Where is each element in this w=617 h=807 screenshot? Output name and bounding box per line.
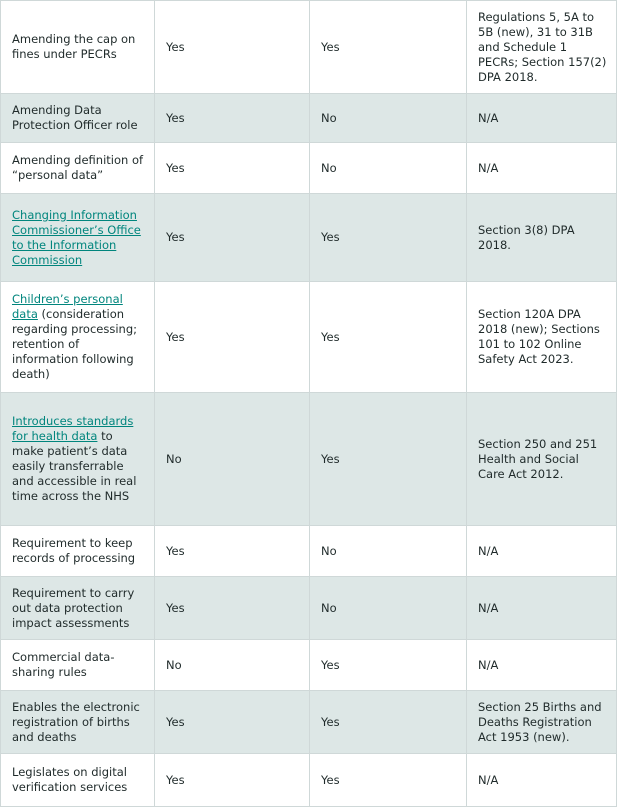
measure-cell — [1, 577, 155, 640]
measure-cell — [1, 393, 155, 526]
table-row — [1, 577, 617, 640]
col2-cell: Yes — [155, 577, 310, 640]
measure-link[interactable]: Children’s personal data — [12, 292, 123, 321]
col3-cell: Yes — [310, 1, 467, 94]
col3-cell: No — [310, 143, 467, 194]
col2-cell: Yes — [155, 691, 310, 754]
col3-cell: Yes — [310, 194, 467, 282]
provision-cell: N/A — [467, 143, 617, 194]
measure-cell — [1, 143, 155, 194]
measure-text: Enables the electronic registration of births and deaths — [12, 699, 140, 744]
table-row — [1, 526, 617, 577]
table-row — [1, 94, 617, 143]
measure-cell — [1, 691, 155, 754]
measure-cell — [1, 94, 155, 143]
table-row — [1, 282, 617, 393]
col2-cell: Yes — [155, 526, 310, 577]
provision-cell: Regulations 5, 5A to 5B (new), 31 to 31B and Schedule 1 PECRs; Section 157(2) DPA 2018. — [467, 1, 617, 94]
measure-text: Requirement to keep records of processing — [12, 536, 136, 565]
col2-cell: Yes — [155, 94, 310, 143]
col2-cell: Yes — [155, 194, 310, 282]
table-row — [1, 1, 617, 94]
provision-cell: N/A — [467, 577, 617, 640]
col3-cell: Yes — [310, 754, 467, 807]
col3-cell: Yes — [310, 691, 467, 754]
col2-cell: Yes — [155, 1, 310, 94]
table-row — [1, 143, 617, 194]
table-row — [1, 754, 617, 807]
measure-text: Legislates on digital verification services — [12, 765, 128, 794]
measure-text: Amending definition of “personal data” — [12, 153, 144, 182]
col3-cell: No — [310, 526, 467, 577]
col2-cell: No — [155, 393, 310, 526]
provision-cell: Section 120A DPA 2018 (new); Sections 101 to 102 Online Safety Act 2023. — [467, 282, 617, 393]
measure-cell — [1, 526, 155, 577]
col3-cell: Yes — [310, 282, 467, 393]
table-row — [1, 194, 617, 282]
measure-link[interactable]: Changing Information Commissioner’s Office to the Information Commission — [12, 207, 141, 267]
measure-cell — [1, 1, 155, 94]
col2-cell: Yes — [155, 282, 310, 393]
provision-cell: N/A — [467, 526, 617, 577]
provision-cell: Section 25 Births and Deaths Registration Act 1953 (new). — [467, 691, 617, 754]
table-row — [1, 691, 617, 754]
measure-text: Requirement to carry out data protection impact assessments — [12, 585, 135, 630]
measure-cell — [1, 194, 155, 282]
table-row — [1, 640, 617, 691]
col3-cell: Yes — [310, 393, 467, 526]
col3-cell: Yes — [310, 640, 467, 691]
measure-text: (consideration regarding processing; retention of information following death) — [12, 307, 138, 381]
measure-text: to make patient’s data easily transferrable and accessible in real time across the NHS — [12, 429, 137, 503]
measure-cell — [1, 754, 155, 807]
measure-text: Amending Data Protection Officer role — [12, 103, 138, 132]
table-row — [1, 393, 617, 526]
provision-cell: N/A — [467, 640, 617, 691]
provision-cell: Section 250 and 251 Health and Social Care Act 2012. — [467, 393, 617, 526]
provision-cell: N/A — [467, 754, 617, 807]
measure-text: Amending the cap on fines under PECRs — [12, 32, 136, 61]
measure-cell — [1, 640, 155, 691]
provision-cell: Section 3(8) DPA 2018. — [467, 194, 617, 282]
provision-cell: N/A — [467, 94, 617, 143]
measure-text: Commercial data-sharing rules — [12, 650, 115, 679]
measure-cell — [1, 282, 155, 393]
col2-cell: Yes — [155, 143, 310, 194]
col3-cell: No — [310, 577, 467, 640]
col3-cell: No — [310, 94, 467, 143]
measure-link[interactable]: Introduces standards for health data — [12, 414, 134, 443]
col2-cell: Yes — [155, 754, 310, 807]
col2-cell: No — [155, 640, 310, 691]
